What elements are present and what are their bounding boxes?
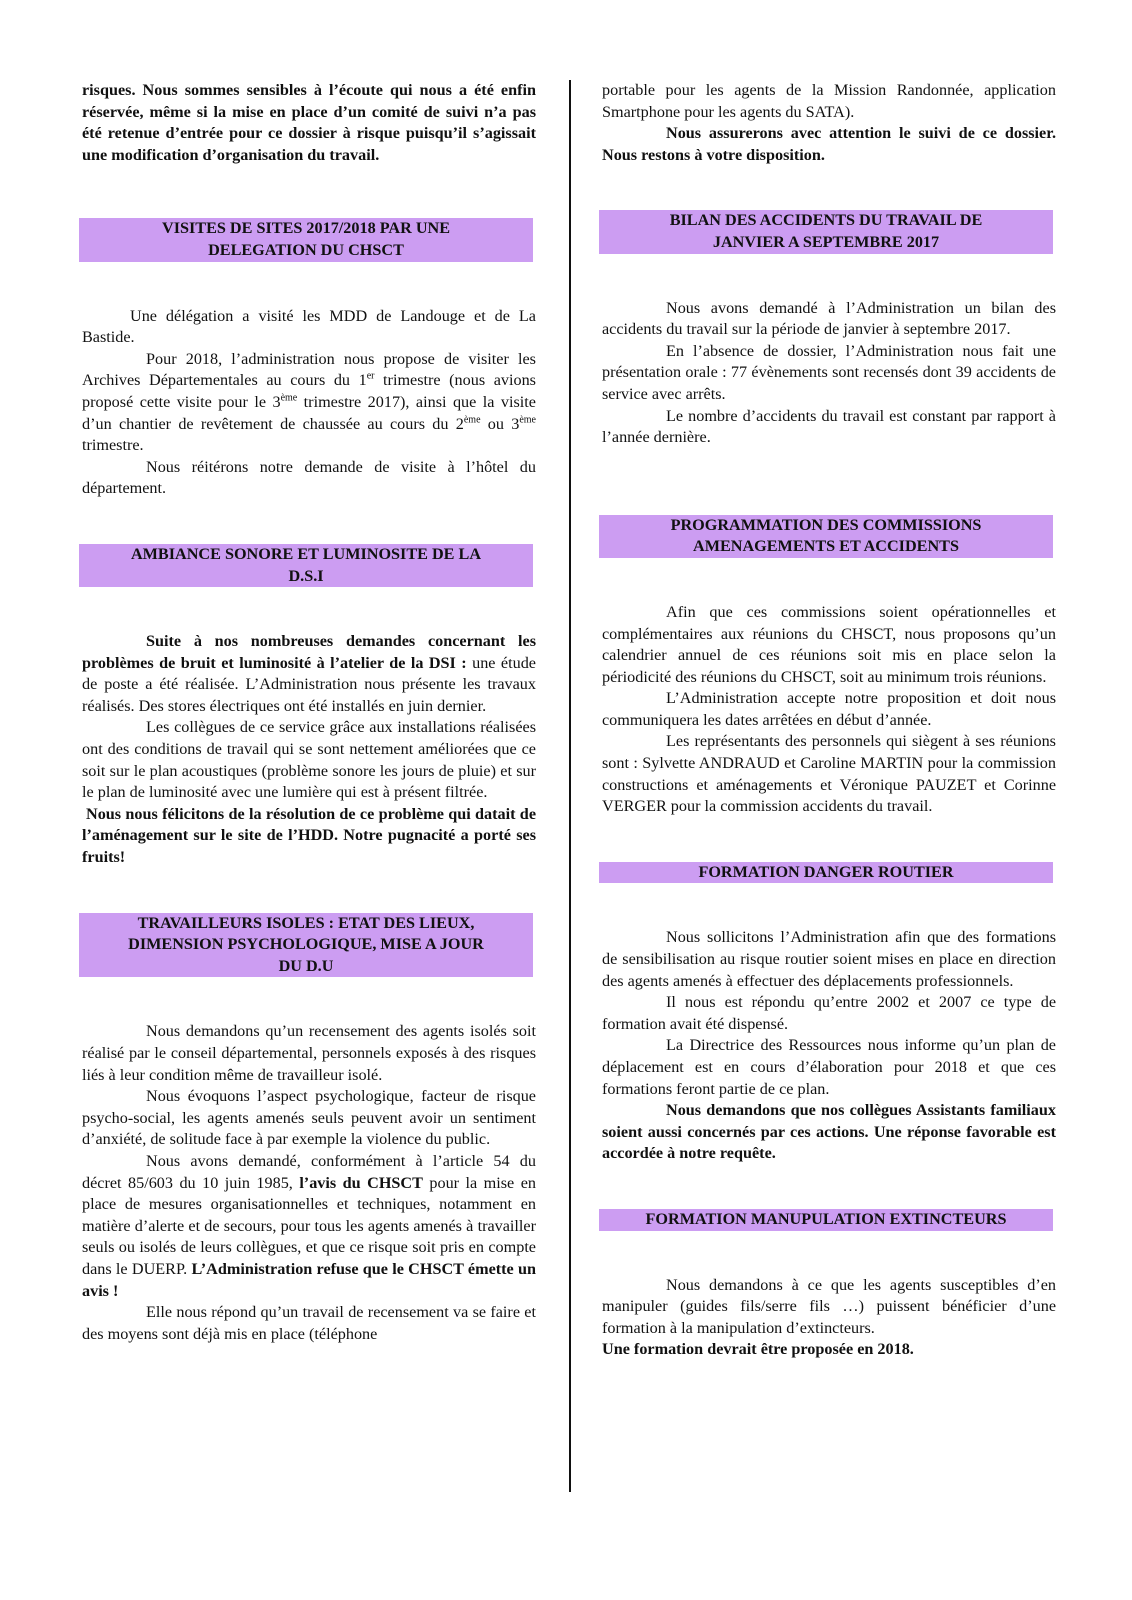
- section-heading-visites: VISITES DE SITES 2017/2018 PAR UNE DELEGATION DU CHSCT: [79, 218, 533, 261]
- visites-paragraph-1: Une délégation a visité les MDD de Landouge et de La Bastide.: [82, 306, 536, 347]
- programmation-paragraph-1: Afin que ces commissions soient opérationnelles et complémentaires aux réunions du CHSCT, nous proposons qu’un calendrier annuel de ces réunions soit mis en place selon la périodicité des réunions du CHSCT, soit au minimum trois réunions.: [602, 602, 1056, 686]
- travailleurs-paragraph-2: Nous évoquons l’aspect psychologique, facteur de risque psycho-social, les agents amenés seuls peuvent avoir un sentiment d’anxiété, de solitude face à par exemple la violence du public.: [82, 1087, 536, 1149]
- danger-paragraph-3: La Directrice des Ressources nous informe qu’un plan de déplacement est en cours d’élaboration pour 2018 et que ces formations feront partie de ce plan.: [602, 1036, 1056, 1098]
- programmation-paragraph-3: Les représentants des personnels qui siègent à ses réunions sont : Sylvette ANDRAUD et Caroline MARTIN pour la commission constructions et aménagements et Véronique PAUZET et Corinne VERGER pour la commission accidents du travail.: [602, 732, 1056, 816]
- ambiance-paragraph-2: Les collègues de ce service grâce aux installations réalisées ont des conditions de travail qui se sont nettement améliorées que ce soit sur le plan acoustiques (problème sonore les jours de pluie) et sur le plan de luminosité avec une lumière qui est à présent filtrée.: [82, 718, 536, 802]
- section-heading-programmation: PROGRAMMATION DES COMMISSIONS AMENAGEMENTS ET ACCIDENTS: [599, 515, 1053, 558]
- intro-paragraph: risques. Nous sommes sensibles à l’écoute qui nous a été enfin réservée, même si la mise en place d’un comité de suivi n’a pas été retenue d’entrée pour ce dossier à risque puisqu’il s’agissait une modification d’organisation du travail.: [82, 81, 536, 164]
- section-heading-extincteurs: FORMATION MANUPULATION EXTINCTEURS: [599, 1209, 1053, 1231]
- travailleurs-paragraph-1: Nous demandons qu’un recensement des agents isolés soit réalisé par le conseil départemental, personnels exposés à des risques liés à leur condition même de travailleur isolé.: [82, 1022, 536, 1084]
- extincteurs-paragraph-1: Nous demandons à ce que les agents susceptibles d’en manipuler (guides fils/serre fils …) puissent bénéficier d’une formation à la manipulation d’extincteurs.: [602, 1275, 1056, 1337]
- travailleurs-paragraph-4: Elle nous répond qu’un travail de recensement va se faire et des moyens sont déjà mis en place (téléphone: [82, 1303, 536, 1343]
- section-heading-ambiance: AMBIANCE SONORE ET LUMINOSITE DE LA D.S.I: [79, 544, 533, 587]
- continuation-paragraph-1: portable pour les agents de la Mission Randonnée, application Smartphone pour les agents du SATA).: [602, 81, 1056, 121]
- programmation-paragraph-2: L’Administration accepte notre proposition et doit nous communiquera les dates arrêtées en début d’année.: [602, 689, 1056, 729]
- column-divider: [569, 80, 571, 1492]
- ambiance-paragraph-1: Suite à nos nombreuses demandes concernant les problèmes de bruit et luminosité à l’atelier de la DSI : une étude de poste a été réalisée. L’Administration nous présente les travaux réalisés. Des stores électriques ont été installés en juin dernier.: [82, 632, 536, 715]
- section-heading-danger-routier: FORMATION DANGER ROUTIER: [599, 862, 1053, 884]
- travailleurs-paragraph-3: Nous avons demandé, conformément à l’article 54 du décret 85/603 du 10 juin 1985, l’avis du CHSCT pour la mise en place de mesures organisationnelles et techniques, notamment en matière d’alerte et de secours, pour tous les agents amenés à travailler seuls ou isolés de leurs collègues, et que ce risque soit pris en compte dans le DUERP. L’Administration refuse que le CHSCT émette un avis !: [82, 1151, 536, 1300]
- bilan-paragraph-3: Le nombre d’accidents du travail est constant par rapport à l’année dernière.: [602, 406, 1056, 447]
- visites-paragraph-3: Nous réitérons notre demande de visite à l’hôtel du département.: [82, 457, 536, 498]
- bilan-paragraph-2: En l’absence de dossier, l’Administration nous fait une présentation orale : 77 évènements sont recensés dont 39 accidents de service avec arrêts.: [602, 341, 1056, 403]
- section-heading-bilan: BILAN DES ACCIDENTS DU TRAVAIL DE JANVIER A SEPTEMBRE 2017: [599, 210, 1053, 253]
- danger-paragraph-1: Nous sollicitons l’Administration afin que des formations de sensibilisation au risque routier soient mises en place en direction des agents amenés à effectuer des déplacements professionnels.: [602, 928, 1056, 990]
- left-column: [82, 80, 536, 1345]
- section-heading-travailleurs: TRAVAILLEURS ISOLES : ETAT DES LIEUX, DIMENSION PSYCHOLOGIQUE, MISE A JOUR DU D.U: [79, 913, 533, 978]
- right-column: [602, 80, 1056, 1361]
- bilan-paragraph-1: Nous avons demandé à l’Administration un bilan des accidents du travail sur la période de janvier à septembre 2017.: [602, 298, 1056, 339]
- continuation-paragraph-2: Nous assurerons avec attention le suivi de ce dossier. Nous restons à votre disposition.: [602, 124, 1056, 164]
- danger-paragraph-2: Il nous est répondu qu’entre 2002 et 2007 ce type de formation avait été dispensé.: [602, 993, 1056, 1033]
- extincteurs-paragraph-2: Une formation devrait être proposée en 2018.: [602, 1340, 914, 1359]
- ambiance-paragraph-3: Nous nous félicitons de la résolution de ce problème qui datait de l’aménagement sur le site de l’HDD. Notre pugnacité a porté ses fruits!: [82, 804, 536, 867]
- danger-paragraph-4: Nous demandons que nos collègues Assistants familiaux soient aussi concernés par ces actions. Une réponse favorable est accordée à notre requête.: [602, 1101, 1056, 1163]
- visites-paragraph-2: Pour 2018, l’administration nous propose de visiter les Archives Départementales au cours du 1er trimestre (nous avions proposé cette visite pour le 3ème trimestre 2017), ainsi que la visite d’un chantier de revêtement de chaussée au cours du 2ème ou 3ème trimestre.: [82, 349, 536, 455]
